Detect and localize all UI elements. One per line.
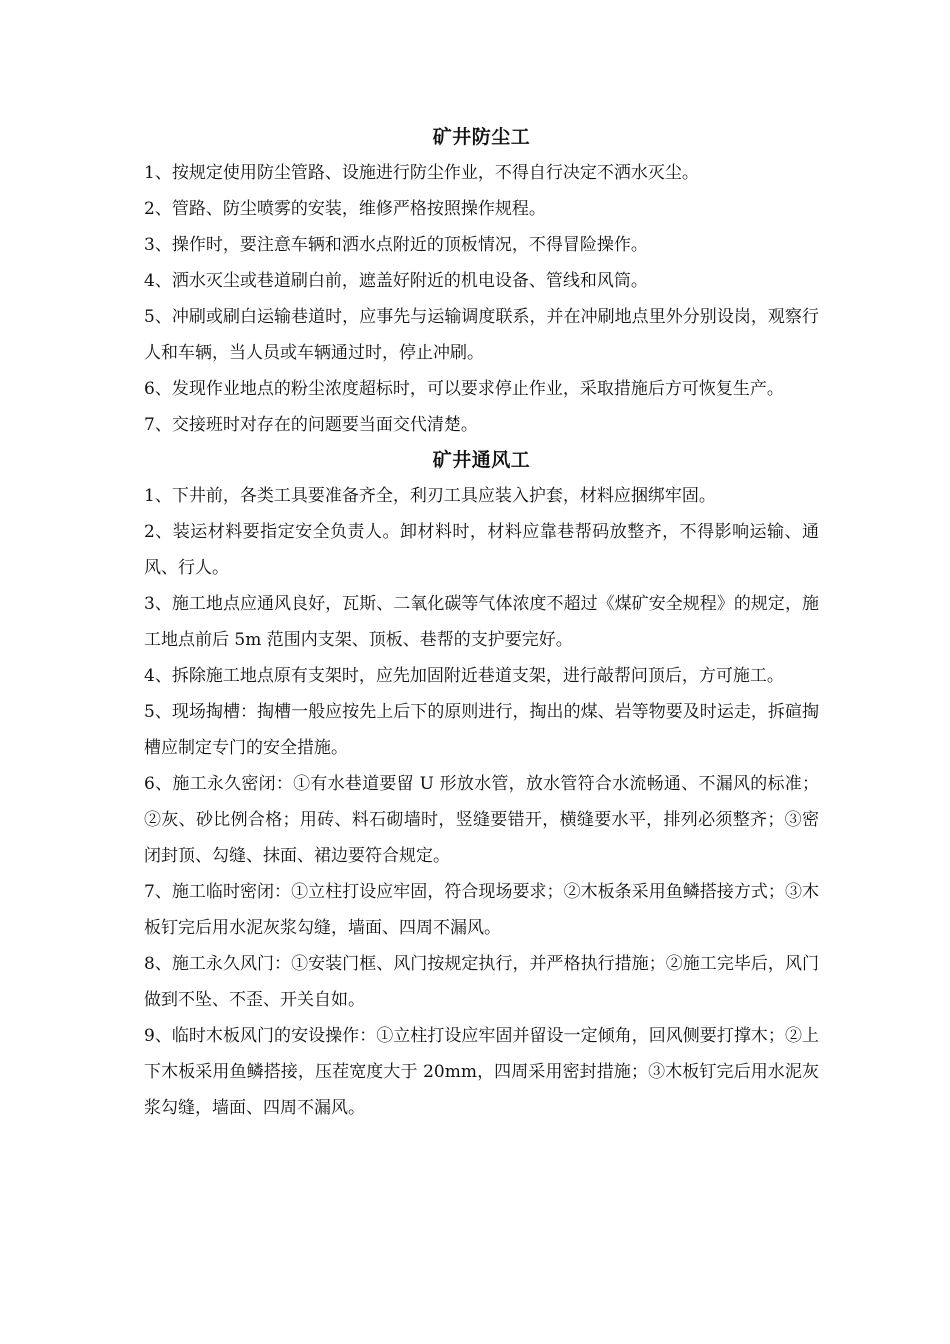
paragraph: 2、管路、防尘喷雾的安装，维修严格按照操作规程。 xyxy=(144,199,546,219)
paragraph: 5、现场掏槽：掏槽一般应按先上后下的原则进行，掏出的煤、岩等物要及时运走，拆碹掏槽应制定专门的安全措施。 xyxy=(144,702,819,758)
section-ventilation xyxy=(144,443,819,1126)
paragraph: 4、洒水灭尘或巷道刷白前，遮盖好附近的机电设备、管线和风筒。 xyxy=(144,271,648,291)
paragraph: 7、交接班时对存在的问题要当面交代清楚。 xyxy=(144,415,478,435)
section-title: 矿井通风工 xyxy=(432,449,531,471)
paragraph: 1、下井前，各类工具要准备齐全，利刃工具应装入护套，材料应捆绑牢固。 xyxy=(144,486,716,506)
paragraph: 2、装运材料要指定安全负责人。卸材料时，材料应靠巷帮码放整齐，不得影响运输、通风、行人。 xyxy=(144,522,819,578)
document-body xyxy=(144,120,819,1126)
paragraph: 9、临时木板风门的安设操作：①立柱打设应牢固并留设一定倾角，回风侧要打撑木；②上下木板采用鱼鳞搭接，压茬宽度大于 20mm，四周采用密封措施；③木板钉完后用水泥灰浆勾缝，墙面、四周不漏风。 xyxy=(144,1026,819,1118)
paragraph: 6、发现作业地点的粉尘浓度超标时，可以要求停止作业，采取措施后方可恢复生产。 xyxy=(144,379,784,399)
section-title: 矿井防尘工 xyxy=(432,126,531,148)
paragraph: 7、施工临时密闭：①立柱打设应牢固，符合现场要求；②木板条采用鱼鳞搭接方式；③木板钉完后用水泥灰浆勾缝，墙面、四周不漏风。 xyxy=(144,882,819,938)
paragraph: 3、操作时，要注意车辆和洒水点附近的顶板情况，不得冒险操作。 xyxy=(144,235,648,255)
paragraph: 4、拆除施工地点原有支架时，应先加固附近巷道支架，进行敲帮问顶后，方可施工。 xyxy=(144,666,784,686)
section-dust-prevention xyxy=(144,120,819,443)
paragraph: 1、按规定使用防尘管路、设施进行防尘作业，不得自行决定不洒水灭尘。 xyxy=(144,163,699,183)
paragraph: 6、施工永久密闭：①有水巷道要留 U 形放水管，放水管符合水流畅通、不漏风的标准；②灰、砂比例合格；用砖、料石砌墙时，竖缝要错开，横缝要水平，排列必须整齐；③密闭封顶、勾缝、抹面、裙边要符合规定。 xyxy=(144,774,819,866)
paragraph: 8、施工永久风门：①安装门框、风门按规定执行，并严格执行措施；②施工完毕后，风门做到不坠、不歪、开关自如。 xyxy=(144,954,819,1010)
paragraph: 3、施工地点应通风良好，瓦斯、二氧化碳等气体浓度不超过《煤矿安全规程》的规定，施工地点前后 5m 范围内支架、顶板、巷帮的支护要完好。 xyxy=(144,594,819,650)
paragraph: 5、冲刷或刷白运输巷道时，应事先与运输调度联系，并在冲刷地点里外分别设岗，观察行人和车辆，当人员或车辆通过时，停止冲刷。 xyxy=(144,307,819,363)
